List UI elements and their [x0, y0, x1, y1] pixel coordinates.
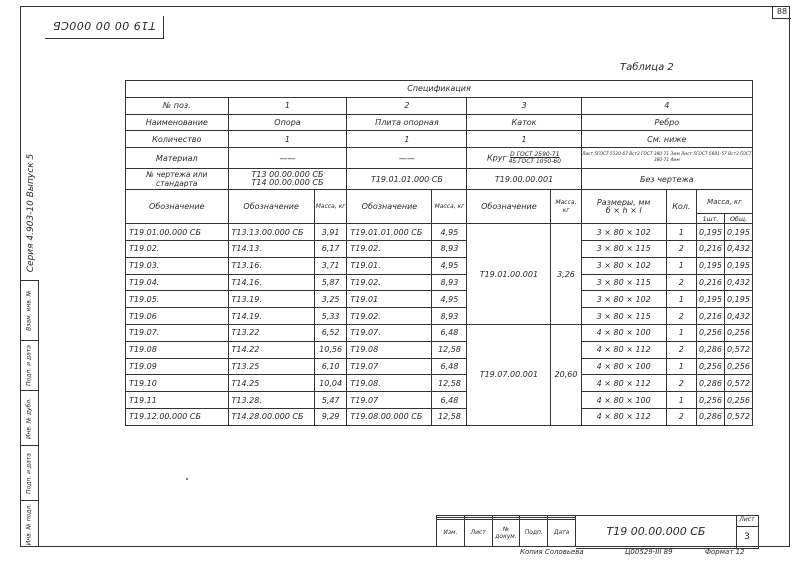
- cell-m2: 8,93: [432, 308, 467, 325]
- material-1: ——: [228, 148, 347, 169]
- cell-p: Т19.07: [347, 358, 432, 375]
- cell-m1: 5,47: [314, 392, 347, 409]
- title-block-sheet: [736, 515, 759, 549]
- sidebar-label: Подп. и дата: [25, 453, 33, 494]
- sidebar-label: Инв. № дубл.: [25, 397, 33, 440]
- table-row: [126, 408, 753, 425]
- cell-p: Т19.02.: [347, 308, 432, 325]
- cell-o: Т14.19.: [228, 308, 314, 325]
- qty-3: 1: [467, 131, 581, 148]
- pos-2: 2: [347, 97, 467, 114]
- cell-d: Т19.03.: [126, 257, 229, 274]
- name-2: Плита опорная: [347, 114, 467, 131]
- merged-mass: 3,26: [551, 224, 581, 325]
- cell-m2: 6,48: [432, 358, 467, 375]
- hdr-mass-1: Масса, кг: [314, 190, 347, 224]
- cell-t: 0,572: [724, 375, 752, 392]
- material-3-prefix: Круг: [486, 153, 507, 163]
- hdr-mass-group: Масса, кг: [696, 190, 752, 214]
- table-row: [126, 291, 753, 308]
- cell-o: Т13.19.: [228, 291, 314, 308]
- cell-p: Т19.01.: [347, 257, 432, 274]
- cell-s: 3 × 80 × 102: [581, 224, 666, 241]
- cell-m1: 10,56: [314, 341, 347, 358]
- cell-u: 0,195: [696, 257, 724, 274]
- cell-u: 0,216: [696, 274, 724, 291]
- cell-m1: 3,71: [314, 257, 347, 274]
- cell-o: Т13.28.: [228, 392, 314, 409]
- top-code: T19 00 00 000СБ: [52, 19, 156, 32]
- drawing-4: Без чертежа: [581, 169, 752, 190]
- cell-s: 3 × 80 × 102: [581, 257, 666, 274]
- material-3-spec: [509, 151, 561, 165]
- cell-s: 3 × 80 × 115: [581, 240, 666, 257]
- cell-m2: 8,93: [432, 240, 467, 257]
- cell-t: 0,195: [724, 224, 752, 241]
- cell-s: 4 × 80 × 100: [581, 324, 666, 341]
- material-3-bottom: 45 ГОСТ 1050-60: [508, 158, 562, 166]
- cell-s: 3 × 80 × 115: [581, 274, 666, 291]
- cell-m1: 3,91: [314, 224, 347, 241]
- drawing-2: Т19.01.01.000 СБ: [347, 169, 467, 190]
- cell-m2: 6,48: [432, 392, 467, 409]
- cell-d: Т19.04.: [126, 274, 229, 291]
- cell-o: Т14.16.: [228, 274, 314, 291]
- merged-designation: Т19.01.00.001: [467, 224, 551, 325]
- cell-u: 0,256: [696, 392, 724, 409]
- sheet-label: Лист: [736, 516, 758, 527]
- cell-t: 0,256: [724, 324, 752, 341]
- cell-m1: 9,29: [314, 408, 347, 425]
- hdr-sizes-label: Размеры, мм: [596, 197, 651, 207]
- cell-d: Т19.02.: [126, 240, 229, 257]
- cell-d: Т19.08: [126, 341, 229, 358]
- cell-m1: 3,25: [314, 291, 347, 308]
- tb-h-list: Лист: [464, 519, 492, 546]
- table-row: [126, 224, 753, 241]
- hdr-total: Общ.: [724, 214, 752, 224]
- cell-t: 0,195: [724, 291, 752, 308]
- drawing-1: [228, 169, 347, 190]
- qty-4: См. ниже: [581, 131, 752, 148]
- hdr-designation-1: Обозначение: [228, 190, 314, 224]
- cell-u: 0,216: [696, 308, 724, 325]
- cell-m1: 6,17: [314, 240, 347, 257]
- sidebar-label: Инв. № подл.: [25, 503, 33, 546]
- table-row: [126, 324, 753, 341]
- cell-p: Т19.07: [347, 392, 432, 409]
- cell-k: 1: [666, 324, 696, 341]
- drawing-1a: Т13 00.00.000 СБ: [251, 170, 324, 180]
- cell-s: 3 × 80 × 102: [581, 291, 666, 308]
- cell-p: Т19.02.: [347, 274, 432, 291]
- table-row: [126, 308, 753, 325]
- series-text: Серия 4.903-10 Выпуск 5: [26, 153, 36, 273]
- table-row: [126, 274, 753, 291]
- tb-h-izm: Изм.: [437, 519, 465, 546]
- material-3: [467, 148, 581, 169]
- material-3-top: D ГОСТ 2590-71: [510, 151, 560, 159]
- cell-k: 1: [666, 291, 696, 308]
- cell-k: 1: [666, 392, 696, 409]
- hdr-designation-3: Обозначение: [467, 190, 551, 224]
- table-number: Таблица 2: [620, 62, 674, 73]
- material-4: Лист 5ГОСТ 5520-67 Вст3 ГОСТ 380-71 3мм Лист 5ГОСТ 5681-57 Вст3 ГОСТ 380-71 4мм: [581, 148, 752, 169]
- cell-m2: 4,95: [432, 257, 467, 274]
- cell-m2: 12,58: [432, 341, 467, 358]
- cell-s: 4 × 80 × 100: [581, 358, 666, 375]
- hdr-per-unit: 1шт.: [696, 214, 724, 224]
- hdr-sizes-formula: б × h × l: [605, 205, 642, 215]
- cell-u: 0,286: [696, 341, 724, 358]
- sidebar-cell: [20, 500, 38, 548]
- tb-h-doc: № докум.: [492, 519, 520, 546]
- name-3: Каток: [467, 114, 581, 131]
- pos-4: 4: [581, 97, 752, 114]
- page-number: 88: [772, 6, 791, 19]
- title-block-grid: [436, 515, 576, 547]
- cell-m2: 4,95: [432, 291, 467, 308]
- hdr-count: Кол.: [666, 190, 696, 224]
- cell-d: Т19.06: [126, 308, 229, 325]
- label-material: Материал: [126, 148, 229, 169]
- cell-p: Т19.08.00.000 СБ: [347, 408, 432, 425]
- cell-d: Т19.10: [126, 375, 229, 392]
- cell-t: 0,256: [724, 358, 752, 375]
- cell-p: Т19.02.: [347, 240, 432, 257]
- cell-m1: 10,04: [314, 375, 347, 392]
- cell-k: 2: [666, 375, 696, 392]
- cell-u: 0,286: [696, 408, 724, 425]
- cell-u: 0,256: [696, 358, 724, 375]
- table-row: [126, 240, 753, 257]
- cell-k: 2: [666, 308, 696, 325]
- tb-h-sign: Подп.: [520, 519, 548, 546]
- cell-u: 0,216: [696, 240, 724, 257]
- cell-k: 2: [666, 274, 696, 291]
- title-block: [436, 515, 756, 547]
- cell-p: Т19.08: [347, 341, 432, 358]
- table-row: [126, 358, 753, 375]
- merged-designation: Т19.07.00.001: [467, 324, 551, 425]
- cell-o: Т13.13.00.000 СБ: [228, 224, 314, 241]
- cell-d: Т19.01.00.000 СБ: [126, 224, 229, 241]
- qty-2: 1: [347, 131, 467, 148]
- table-row: [126, 341, 753, 358]
- sidebar-label: Подп. и дата: [25, 345, 33, 386]
- stray-mark: [186, 478, 188, 480]
- pos-1: 1: [228, 97, 347, 114]
- material-2: ——: [347, 148, 467, 169]
- cell-k: 2: [666, 240, 696, 257]
- cell-o: Т13.16.: [228, 257, 314, 274]
- specification-table: [125, 80, 753, 426]
- cell-m1: 5,87: [314, 274, 347, 291]
- label-name: Наименование: [126, 114, 229, 131]
- cell-p: Т19.01: [347, 291, 432, 308]
- drawing-1b: Т14 00.00.000 СБ: [251, 178, 324, 188]
- merged-mass: 20,60: [551, 324, 581, 425]
- drawing-3: Т19.00.00.001: [467, 169, 581, 190]
- cell-m2: 12,58: [432, 375, 467, 392]
- cell-s: 4 × 80 × 112: [581, 408, 666, 425]
- cell-t: 0,256: [724, 392, 752, 409]
- cell-k: 2: [666, 408, 696, 425]
- title-block-code: Т19 00.00.000 СБ: [576, 515, 737, 549]
- cell-u: 0,195: [696, 291, 724, 308]
- spec-title: Спецификация: [126, 81, 753, 98]
- hdr-mass-2: Масса, кг: [432, 190, 467, 224]
- cell-d: Т19.09: [126, 358, 229, 375]
- cell-m2: 12,58: [432, 408, 467, 425]
- bottom-format: Формат 12: [705, 548, 745, 556]
- cell-s: 4 × 80 × 112: [581, 341, 666, 358]
- sheet-value: 3: [744, 532, 750, 542]
- hdr-designation: Обозначение: [126, 190, 229, 224]
- cell-u: 0,286: [696, 375, 724, 392]
- cell-s: 4 × 80 × 112: [581, 375, 666, 392]
- qty-1: 1: [228, 131, 347, 148]
- cell-m1: 5,33: [314, 308, 347, 325]
- bottom-doc: Ц00529-III 89: [625, 548, 673, 556]
- top-code-stamp: [45, 16, 164, 39]
- hdr-designation-2: Обозначение: [347, 190, 432, 224]
- cell-d: Т19.12.00.000 СБ: [126, 408, 229, 425]
- table-row: [126, 257, 753, 274]
- cell-d: Т19.11: [126, 392, 229, 409]
- series-label: [24, 150, 38, 280]
- cell-m2: 4,95: [432, 224, 467, 241]
- table-row: [126, 375, 753, 392]
- cell-m1: 6,52: [314, 324, 347, 341]
- cell-o: Т14.22: [228, 341, 314, 358]
- cell-t: 0,195: [724, 257, 752, 274]
- cell-o: Т14.28.00.000 СБ: [228, 408, 314, 425]
- cell-t: 0,432: [724, 274, 752, 291]
- cell-p: Т19.07.: [347, 324, 432, 341]
- tb-h-date: Дата: [548, 519, 576, 546]
- table-row: [126, 392, 753, 409]
- cell-u: 0,256: [696, 324, 724, 341]
- cell-d: Т19.07.: [126, 324, 229, 341]
- cell-t: 0,432: [724, 308, 752, 325]
- cell-k: 1: [666, 257, 696, 274]
- cell-t: 0,572: [724, 408, 752, 425]
- sidebar-stamps: [20, 280, 39, 547]
- hdr-sizes: [581, 190, 666, 224]
- bottom-copy: Копия Соловьева: [520, 548, 584, 556]
- cell-p: Т19.08.: [347, 375, 432, 392]
- hdr-mass-3: Масса, кг: [551, 190, 581, 224]
- cell-m2: 6,48: [432, 324, 467, 341]
- name-4: Ребро: [581, 114, 752, 131]
- cell-p: Т19.01.01.000 СБ: [347, 224, 432, 241]
- label-drawing: № чертежа или стандарта: [126, 169, 229, 190]
- cell-s: 4 × 80 × 100: [581, 392, 666, 409]
- cell-m1: 6,10: [314, 358, 347, 375]
- pos-3: 3: [467, 97, 581, 114]
- label-qty: Количество: [126, 131, 229, 148]
- cell-o: Т14.13.: [228, 240, 314, 257]
- cell-o: Т14.25: [228, 375, 314, 392]
- cell-k: 2: [666, 341, 696, 358]
- cell-t: 0,432: [724, 240, 752, 257]
- cell-k: 1: [666, 358, 696, 375]
- cell-k: 1: [666, 224, 696, 241]
- label-pos: № поз.: [126, 97, 229, 114]
- sidebar-label: Взам. инв. №: [25, 290, 33, 331]
- cell-d: Т19.05.: [126, 291, 229, 308]
- cell-t: 0,572: [724, 341, 752, 358]
- cell-u: 0,195: [696, 224, 724, 241]
- cell-m2: 8,93: [432, 274, 467, 291]
- cell-o: Т13.25: [228, 358, 314, 375]
- cell-s: 3 × 80 × 115: [581, 308, 666, 325]
- cell-o: Т13.22: [228, 324, 314, 341]
- name-1: Опора: [228, 114, 347, 131]
- sidebar-outer: [8, 280, 20, 547]
